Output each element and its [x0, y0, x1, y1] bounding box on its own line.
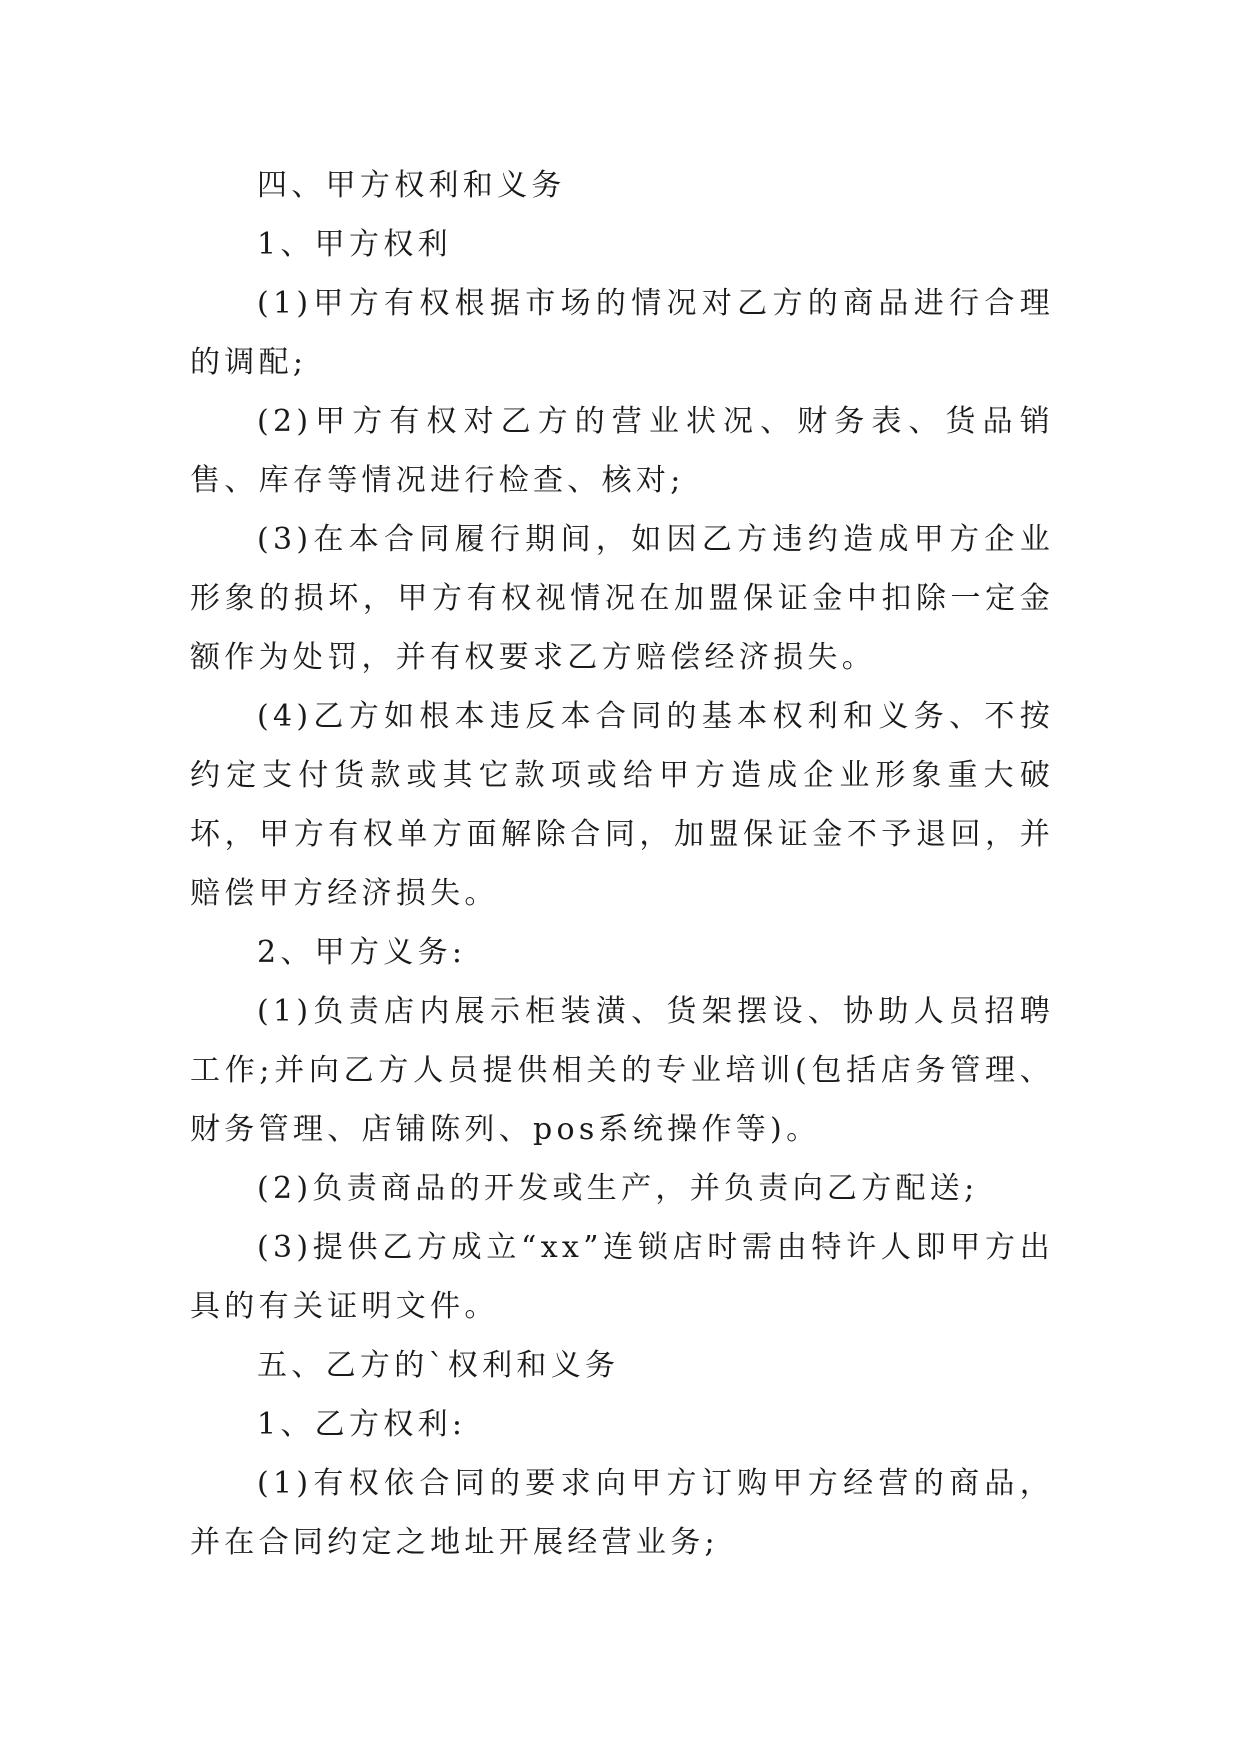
subheading-party-a-rights: 1、甲方权利 [257, 227, 452, 262]
clause-paragraph: (1)甲方有权根据市场的情况对乙方的商品进行合理的调配; [190, 286, 1054, 380]
clause-paragraph: (2)负责商品的开发或生产，并负责向乙方配送; [257, 1171, 979, 1206]
clause-paragraph: (1)负责店内展示柜装潢、货架摆设、协助人员招聘工作;并向乙方人员提供相关的专业培训(包括店务管理、财务管理、店铺陈列、pos系统操作等)。 [190, 994, 1054, 1147]
clause-paragraph: (3)提供乙方成立“xx”连锁店时需由特许人即甲方出具的有关证明文件。 [190, 1230, 1054, 1324]
subheading-party-b-rights: 1、乙方权利: [257, 1407, 467, 1442]
section-heading-party-b-rights-obligations: 五、乙方的`权利和义务 [257, 1348, 620, 1383]
clause-paragraph: (1)有权依合同的要求向甲方订购甲方经营的商品，并在合同约定之地址开展经营业务; [190, 1466, 1054, 1560]
clause-paragraph: (3)在本合同履行期间，如因乙方违约造成甲方企业形象的损坏，甲方有权视情况在加盟保证金中扣除一定金额作为处罚，并有权要求乙方赔偿经济损失。 [190, 522, 1054, 675]
clause-paragraph: (2)甲方有权对乙方的营业状况、财务表、货品销售、库存等情况进行检查、核对; [190, 404, 1054, 498]
section-heading-party-a-rights-obligations: 四、甲方权利和义务 [257, 168, 566, 203]
subheading-party-a-obligations: 2、甲方义务: [257, 935, 467, 970]
document-body [190, 156, 1054, 1572]
clause-paragraph: (4)乙方如根本违反本合同的基本权利和义务、不按约定支付货款或其它款项或给甲方造成企业形象重大破坏，甲方有权单方面解除合同，加盟保证金不予退回，并赔偿甲方经济损失。 [190, 699, 1054, 911]
